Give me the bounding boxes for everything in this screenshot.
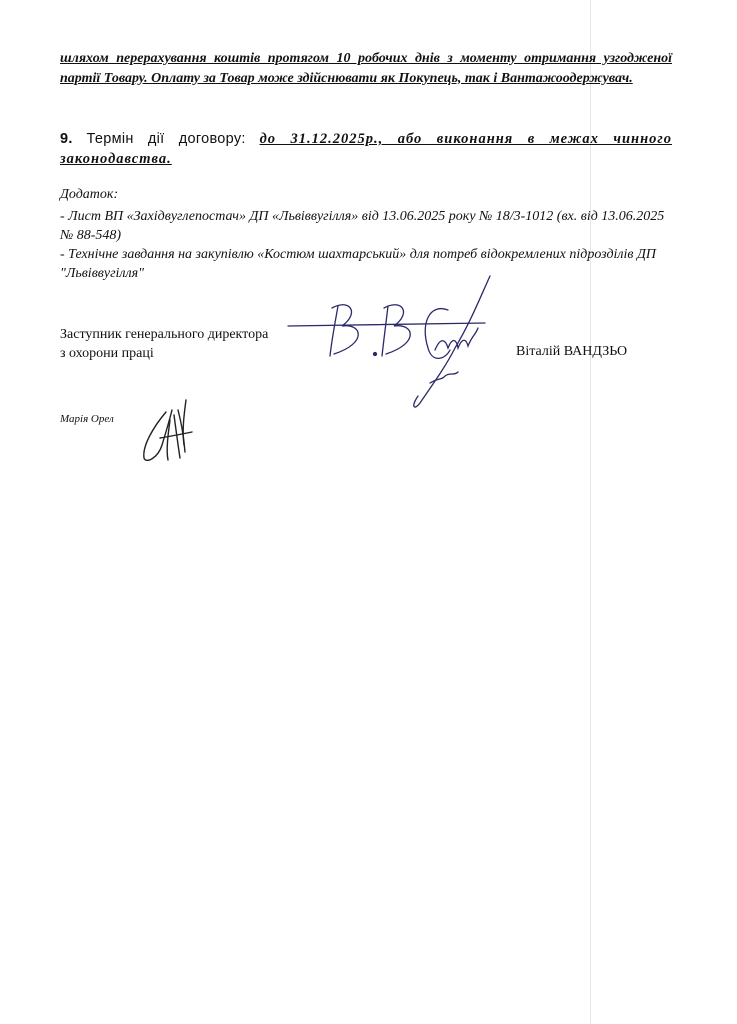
prepared-by: Марія Орел	[60, 413, 114, 425]
signatory-role-line: Заступник генерального директора	[60, 327, 269, 342]
signatory-name: Віталій ВАНДЗЬО	[516, 344, 628, 359]
attachment-item: - Лист ВП «Західвуглепостач» ДП «Львіввугілля» від 13.06.2025 року № 18/3-1012 (вх. від 13.06.2025 № 88-548)	[60, 209, 665, 243]
payment-paragraph: шляхом перерахування коштів протягом 10 робочих днів з моменту отримання узгодженої партії Товару. Оплату за Товар може здійснювати як Покупець, так і Вантажоодержувач.	[60, 51, 672, 86]
section-value: до 31.12.2025р., або виконання в межах чинного законодавства.	[60, 131, 672, 167]
handwritten-signature	[280, 268, 510, 413]
section-9	[60, 129, 672, 169]
section-number: 9.	[60, 131, 73, 147]
attachments-title: Додаток:	[60, 187, 119, 202]
section-label: Термін дії договору:	[86, 131, 246, 147]
attachment-item: - Технічне завдання на закупівлю «Костюм шахтарський» для потреб відокремлених підрозділів ДП "Львіввугілля"	[60, 247, 657, 281]
handwritten-initials	[130, 390, 200, 465]
signatory-role-line: з охорони праці	[60, 346, 154, 361]
